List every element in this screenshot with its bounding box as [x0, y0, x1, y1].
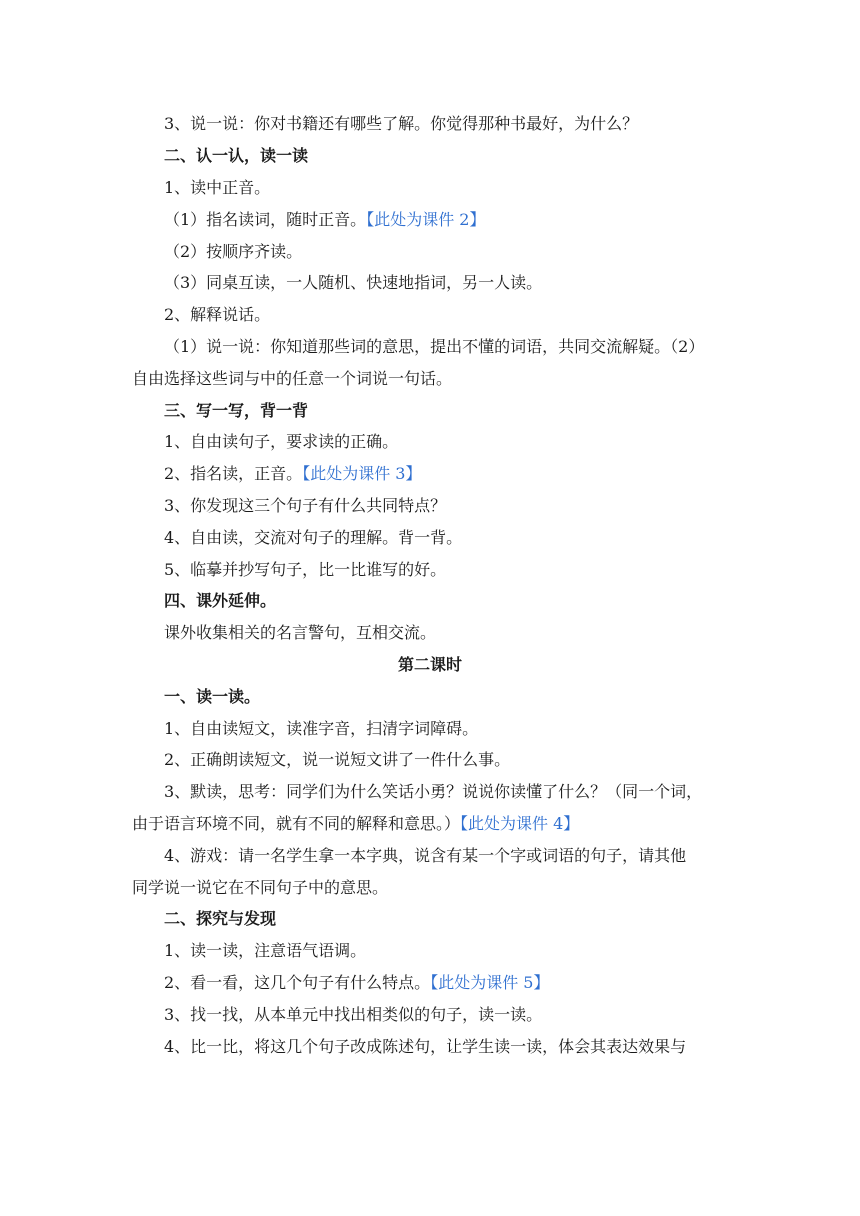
- paragraph: 1、自由读短文，读准字音，扫清字词障碍。: [164, 719, 479, 738]
- courseware-link[interactable]: 【此处为课件 2】: [366, 210, 486, 229]
- paragraph: 2、解释说话。: [164, 305, 271, 324]
- section-heading: 三、写一写，背一背: [164, 401, 309, 420]
- paragraph: 1、自由读句子，要求读的正确。: [164, 432, 399, 451]
- lesson-title: 第二课时: [397, 655, 462, 674]
- paragraph: 3、你发现这三个句子有什么共同特点？: [164, 496, 447, 515]
- paragraph: （2）按顺序齐读。: [164, 242, 303, 261]
- paragraph: 由于语言环境不同，就有不同的解释和意思。）【此处为课件 4】: [132, 814, 580, 833]
- paragraph: 1、读一读，注意语气语调。: [164, 941, 367, 960]
- section-heading: 一、读一读。: [164, 687, 261, 706]
- paragraph: 2、指名读，正音。【此处为课件 3】: [164, 464, 422, 483]
- courseware-link[interactable]: 【此处为课件 4】: [460, 814, 580, 833]
- paragraph: 课外收集相关的名言警句，互相交流。: [164, 623, 437, 642]
- paragraph: 5、临摹并抄写句子，比一比谁写的好。: [164, 560, 447, 579]
- courseware-link[interactable]: 【此处为课件 3】: [302, 464, 422, 483]
- paragraph: 4、游戏：请一名学生拿一本字典，说含有某一个字或词语的句子，请其他: [164, 846, 687, 865]
- courseware-link[interactable]: 【此处为课件 5】: [430, 973, 550, 992]
- paragraph: 3、找一找，从本单元中找出相类似的句子，读一读。: [164, 1005, 543, 1024]
- section-heading: 四、课外延伸。: [164, 591, 277, 610]
- paragraph: 1、读中正音。: [164, 178, 271, 197]
- paragraph: 4、自由读，交流对句子的理解。背一背。: [164, 528, 463, 547]
- paragraph: 3、默读，思考：同学们为什么笑话小勇？说说你读懂了什么？（同一个词，: [164, 782, 703, 801]
- paragraph: （3）同桌互读，一人随机、快速地指词，另一人读。: [164, 273, 543, 292]
- paragraph: 4、比一比，将这几个句子改成陈述句，让学生读一读，体会其表达效果与: [164, 1037, 687, 1056]
- paragraph: （1）指名读词，随时正音。【此处为课件 2】: [164, 210, 486, 229]
- paragraph: 2、看一看，这几个句子有什么特点。【此处为课件 5】: [164, 973, 550, 992]
- paragraph: （1）说一说：你知道那些词的意思，提出不懂的词语，共同交流解疑。（2）: [164, 337, 705, 356]
- section-heading: 二、认一认，读一读: [164, 146, 309, 165]
- paragraph: 同学说一说它在不同句子中的意思。: [132, 878, 389, 897]
- paragraph: 自由选择这些词与中的任意一个词说一句话。: [132, 369, 453, 388]
- paragraph: 3、说一说：你对书籍还有哪些了解。你觉得那种书最好，为什么？: [164, 114, 639, 133]
- paragraph: 2、正确朗读短文，说一说短文讲了一件什么事。: [164, 750, 511, 769]
- section-heading: 二、探究与发现: [164, 909, 277, 928]
